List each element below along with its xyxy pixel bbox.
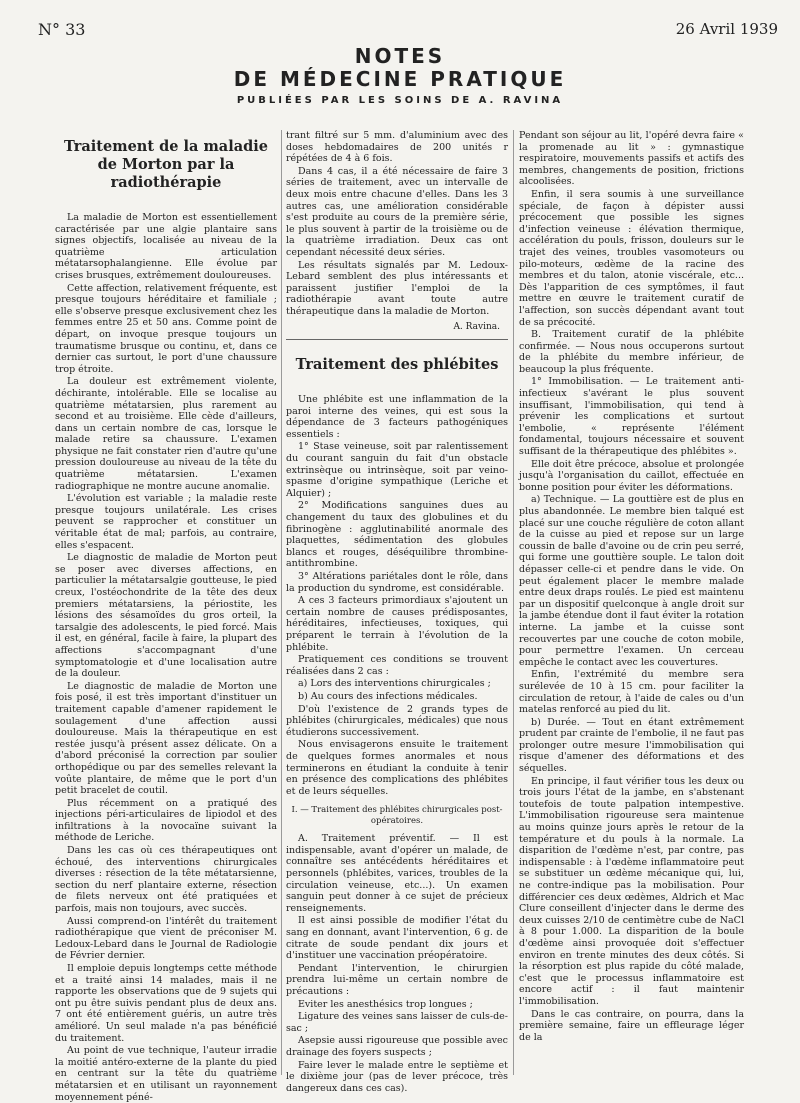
paragraph: Cette affection, relativement fréquente, est presque toujours héréditaire et familiale ; elle s'observe presque exclusivement chez les femmes entre 25 et 50 ans. Comme point de départ, on invoque presque toujours un traumatisme brusque ou continu, et, dans ce dernier cas surtout, le port d'une chaussure trop étroite. <box>55 282 277 375</box>
paragraph: Nous envisagerons ensuite le traitement de quelques formes anormales et nous terminerons en étudiant la conduite à tenir en présence des complications des phlébites et de leurs séquelles. <box>286 739 508 797</box>
column-divider-1 <box>281 130 282 1075</box>
paragraph: 1° Stase veineuse, soit par ralentissement du courant sanguin du fait d'un obstacle extrinsèque ou intrinsèque, soit par veino-spasme d'origine sympathique (Leriche et Alquier) ; <box>286 441 508 499</box>
paragraph: 1° Immobilisation. — Le traitement anti-infectieux s'avérant le plus souvent insuffisant, l'immobilisation, qui tend à prévenir les complications et surtout l'embolie, « représente l'élément fondamental, toujours nécessaire et souvent suffisant de la thérapeutique des phlébites ». <box>519 376 744 458</box>
paragraph: Ligature des veines sans laisser de culs-de-sac ; <box>286 1011 508 1034</box>
paragraph: Le diagnostic de maladie de Morton peut se poser avec diverses affections, en particulier la métatarsalgie goutteuse, le pied creux, l'ostéochondrite de la tête des deux premiers métatarsiens, la périostite, les lésions des sésamoïdes du gros orteil, la tarsalgie des adolescents, le pied forcé. Mais il est, en général, facile à faire, la plupart des affections s'accompagnant d'une symptomatologie et d'une localisation autre de la douleur. <box>55 552 277 680</box>
paragraph: Aussi comprend-on l'intérêt du traitement radiothérapique que vient de préconiser M. Ledoux-Lebard dans le Journal de Radiologie de Février dernier. <box>55 915 277 962</box>
paragraph: En principe, il faut vérifier tous les deux ou trois jours l'état de la jambe, en s'abstenant toutefois de toute palpation intempestive. L'immobilisation rigoureuse sera maintenue au moins quinze jours après le retour de la température et du pouls à la normale. La disparition de l'œdème n'est, par contre, pas indispensable : à l'œdème inflammatoire peut se substituer un œdème mécanique qui, lui, ne contre-indique pas la mobilisation. Pour différencier ces deux œdèmes, Aldrich et Mac Clure conseillent d'injecter dans le derme des deux cuisses 2/10 de centimètre cube de NaCl à 8 pour 1.000. La disparition de la boule d'œdème ainsi provoquée doit s'effectuer environ en trente minutes des deux côtés. Si la résorption est plus rapide du côté malade, c'est que le processus inflammatoire est encore actif : il faut maintenir l'immobilisation. <box>519 775 744 1007</box>
paragraph: Pratiquement ces conditions se trouvent réalisées dans 2 cas : <box>286 654 508 677</box>
paragraph: Dans les cas où ces thérapeutiques ont échoué, des interventions chirurgicales diverses : résection de la tête métatarsienne, section du nerf plantaire externe, résection de filets nerveux ont été pratiquées et parfois, mais non toujours, avec succès. <box>55 845 277 915</box>
paragraph: Elle doit être précoce, absolue et prolongée jusqu'à l'organisation du caillot, effectuée en bonne position pour éviter les déformations. <box>519 458 744 493</box>
masthead-subtitle: PUBLIÉES PAR LES SOINS DE A. RAVINA <box>236 95 564 106</box>
paragraph: A ces 3 facteurs primordiaux s'ajoutent un certain nombre de causes prédisposantes, héréditaires, infectieuses, toxiques, qui préparent le terrain à l'évolution de la phlébite. <box>286 595 508 653</box>
paragraph: Les résultats signalés par M. Ledoux-Lebard semblent des plus intéressants et paraissent justifier l'emploi de la radiothérapie avant toute autre thérapeutique dans la maladie de Morton. <box>286 259 508 317</box>
issue-number: N° 33 <box>38 20 86 39</box>
paragraph: A. Traitement préventif. — Il est indispensable, avant d'opérer un malade, de connaître ses antécédents héréditaires et personnels (phlébites, varices, troubles de la circulation veineuse, etc...). Un examen sanguin peut donner à ce sujet de précieux renseignements. <box>286 833 508 914</box>
article-divider <box>286 339 508 340</box>
paragraph: Il emploie depuis longtemps cette méthode et a traité ainsi 14 malades, mais il ne rapporte les observations que de 9 sujets qui ont pu être suivis pendant plus de deux ans. 7 ont été entièrement guéris, un autre très amélioré. Un seul malade n'a pas bénéficié du traitement. <box>55 963 277 1044</box>
paragraph: a) Technique. — La gouttière est de plus en plus abandonnée. Le membre bien talqué est placé sur une couche régulière de coton allant de la cuisse au pied et repose sur un large coussin de balle d'avoine ou de crin peu serré, qui forme une gouttière souple. Le talon doit dépasser celle-ci et pendre dans le vide. On peut également placer le membre malade entre deux draps roulés. Le pied est maintenu par un dispositif quelconque à angle droit sur la jambe étendue dont il faut éviter la rotation interne. La jambe et la cuisse sont recouvertes par une couche de coton mobile, pour permettre l'examen. Un cerceau empêche le contact avec les couvertures. <box>519 494 744 668</box>
column-1 <box>55 130 277 1103</box>
article1-title: Traitement de la maladie de Morton par la radiothérapie <box>64 138 268 191</box>
masthead-title-line2: DE MÉDECINE PRATIQUE <box>233 67 567 91</box>
article1-signature: A. Ravina. <box>453 321 500 332</box>
paragraph: La maladie de Morton est essentiellement caractérisée par une algie plantaire sans signes objectifs, localisée au niveau de la quatrième articulation métatarsophalangienne. Elle évolue par crises brusques, extrêmement douloureuses. <box>55 212 277 281</box>
paragraph: D'où l'existence de 2 grands types de phlébites (chirurgicales, médicales) que nous étudierons successivement. <box>286 703 508 738</box>
paragraph: b) Durée. — Tout en étant extrêmement prudent par crainte de l'embolie, il ne faut pas prolonger outre mesure l'immobilisation qui risque d'amener des déformations et des séquelles. <box>519 716 745 775</box>
paragraph: b) Au cours des infections médicales. <box>298 690 478 702</box>
paragraph: 3° Altérations pariétales dont le rôle, dans la production du syndrome, est considérable. <box>286 571 508 594</box>
paragraph: Enfin, l'extrémité du membre sera surélevée de 10 à 15 cm. pour faciliter la circulation de retour, à l'aide de cales ou d'un matelas renforcé au pied du lit. <box>519 669 744 716</box>
paragraph: Il est ainsi possible de modifier l'état du sang en donnant, avant l'intervention, 6 g. de citrate de soude pendant dix jours et d'instituer une vaccination préopératoire. <box>286 915 508 962</box>
paragraph: Enfin, il sera soumis à une surveillance spéciale, de façon à dépister aussi précocement que possible les signes d'infection veineuse : élévation thermique, accélération du pouls, frisson, douleurs sur le trajet des veines, troubles vasomoteurs ou pilo-moteurs, œdème de la racine des membres et du talon, atonie viscérale, etc... Dès l'apparition de ces symptômes, il faut mettre en œuvre le traitement curatif de l'affection, son succès dépendant avant tout de sa précocité. <box>519 188 744 328</box>
section-heading: I. — Traitement des phlébites chirurgicales post-opératoires. <box>291 805 503 827</box>
paragraph: Plus récemment on a pratiqué des injections péri-articulaires de lipiodol et des infiltrations à la novocaïne suivant la méthode de Leriche. <box>55 797 277 844</box>
paragraph: Faire lever le malade entre le septième et le dixième jour (pas de lever précoce, très dangereux dans ces cas). <box>286 1059 508 1094</box>
column-3 <box>519 130 744 1075</box>
masthead-title-line1: NOTES <box>354 44 446 68</box>
paragraph: B. Traitement curatif de la phlébite confirmée. — Nous nous occuperons surtout de la phlébite du membre inférieur, de beaucoup la plus fréquente. <box>519 329 744 375</box>
issue-date: 26 Avril 1939 <box>675 20 778 38</box>
paragraph: Pendant son séjour au lit, l'opéré devra faire « la promenade au lit » : gymnastique respiratoire, mouvements passifs et actifs des membres, changements de position, frictions alcoolisées. <box>519 130 744 188</box>
paragraph: trant filtré sur 5 mm. d'aluminium avec des doses hebdomadaires de 200 unités r répétées de 4 à 6 fois. <box>286 130 508 165</box>
paragraph: Dans 4 cas, il a été nécessaire de faire 3 séries de traitement, avec un intervalle de deux mois entre chacune d'elles. Dans les 3 autres cas, une amélioration considérable s'est produite au cours de la première série, le plus souvent à partir de la troisième ou de la quatrième irradiation. Deux cas ont cependant nécessité deux séries. <box>286 165 508 258</box>
paragraph: L'évolution est variable ; la maladie reste presque toujours unilatérale. Les crises peuvent se rapprocher et constituer un véritable état de mal; parfois, au contraire, elles s'espacent. <box>55 493 277 551</box>
paragraph: La douleur est extrêmement violente, déchirante, intolérable. Elle se localise au quatrième métatarsien, plus rarement au second et au troisième. Elle cède d'ailleurs, dans un certain nombre de cas, lorsque le malade retire sa chaussure. L'examen physique ne fait constater rien d'autre qu'une pression douloureuse au niveau de la tête du quatrième métatarsien. L'examen radiographique ne montre aucune anomalie. <box>55 376 277 492</box>
paragraph: Pendant l'intervention, le chirurgien prendra lui-même un certain nombre de précautions : <box>286 962 508 997</box>
paragraph: 2° Modifications sanguines dues au changement du taux des globulines et du fibrinogène : agglutinabilité anormale des plaquettes, sédimentation des globules blancs et rouges, déséquilibre thrombine-antithrombine. <box>286 500 508 570</box>
paragraph: Eviter les anesthésics trop longues ; <box>298 998 473 1010</box>
paragraph: Le diagnostic de maladie de Morton une fois posé, il est très important d'instituer un traitement capable d'amener rapidement le soulagement d'une affection aussi douloureuse. Mais la thérapeutique en est restée jusqu'à présent assez délicate. On a d'abord préconisé la correction par soulier orthopédique ou par des semelles relevant la voûte plantaire, de même que le port d'un petit bracelet de coutil. <box>55 680 277 797</box>
column-divider-2 <box>513 130 514 1075</box>
paragraph: Une phlébite est une inflammation de la paroi interne des veines, qui est sous la dépendance de 3 facteurs pathogéniques essentiels : <box>286 394 508 440</box>
article2-title: Traitement des phlébites <box>295 356 499 374</box>
paragraph: Dans le cas contraire, on pourra, dans la première semaine, faire un effleurage léger de la <box>519 1008 744 1043</box>
column-2 <box>286 130 508 1094</box>
paragraph: a) Lors des interventions chirurgicales ; <box>298 678 491 690</box>
masthead <box>0 44 800 106</box>
article1-body <box>55 212 277 1103</box>
paragraph: Asepsie aussi rigoureuse que possible avec drainage des foyers suspects ; <box>286 1035 508 1058</box>
paragraph: Au point de vue technique, l'auteur irradie la moitié antéro-externe de la plante du pied en centrant sur la tête du quatrième métatarsien et en utilisant un rayonnement moyennement péné- <box>55 1045 277 1103</box>
